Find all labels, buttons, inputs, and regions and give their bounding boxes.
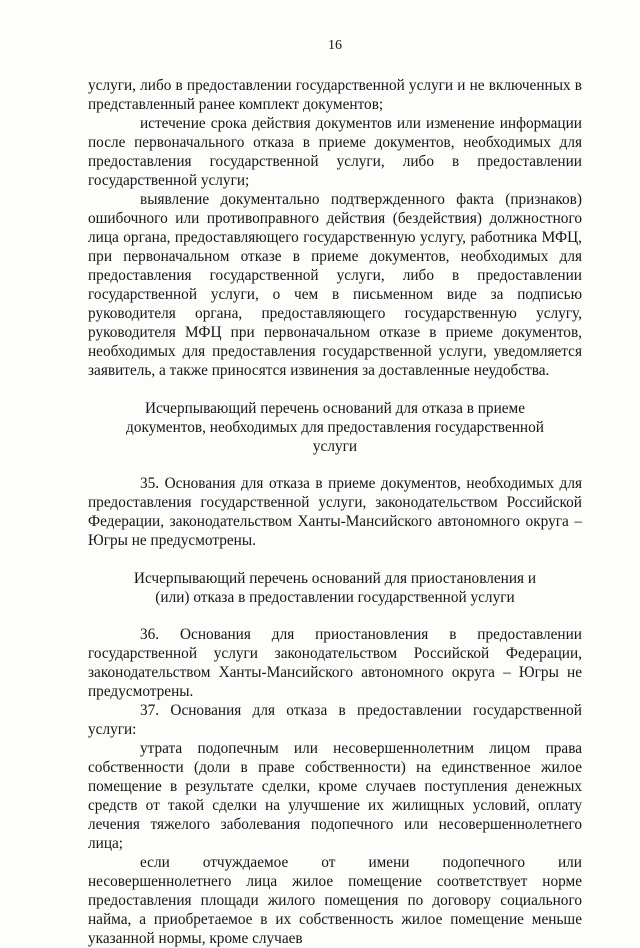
paragraph-36: 36. Основания для приостановления в предоставлении государственной услуги законодательством Российской Федерации, законодательством Ханты-Мансийского автономного округа – Югры не предусмотрены. [88, 626, 582, 700]
section-heading-suspension-refusal: Исчерпывающий перечень оснований для приостановления и (или) отказа в предоставлении государственной услуги [133, 570, 537, 606]
paragraph-error-detection: выявление документально подтвержденного факта (признаков) ошибочного или противоправного действия (бездействия) должностного лица органа, предоставляющего государственную услугу, работника МФЦ, при первоначальном отказе в приеме документов, необходимых для предоставления государственной услуги, либо в предоставлении государственной услуги, о чем в письменном виде за подписью руководителя органа, предоставляющего государственную услугу, руководителя МФЦ при первоначальном отказе в приеме документов, необходимых для предоставления государственной услуги, уведомляется заявитель, а также приносятся извинения за доставленные неудобства. [88, 191, 582, 379]
paragraph-loss-of-ownership: утрата подопечным или несовершеннолетним лицом права собственности (доли в праве собственности) на единственное жилое помещение в результате сделки, кроме случаев поступления денежных средств от такой сделки на улучшение их жилищных условий, оплату лечения тяжелого заболевания подопечного или несовершеннолетнего лица; [88, 740, 582, 852]
section-heading-refusal-acceptance: Исчерпывающий перечень оснований для отказа в приеме документов, необходимых для предоставления государственной услуги [126, 400, 544, 455]
paragraph-35: 35. Основания для отказа в приеме документов, необходимых для предоставления государственной услуги, законодательством Российской Федерации, законодательством Ханты-Мансийского автономного округа – Югры не предусмотрены. [88, 475, 582, 549]
paragraph-continuation: услуги, либо в предоставлении государственной услуги и не включенных в представленный ранее комплект документов; [88, 77, 582, 113]
paragraph-37: 37. Основания для отказа в предоставлении государственной услуги: [88, 702, 582, 738]
paragraph-document-expiry: истечение срока действия документов или изменение информации после первоначального отказа в приеме документов, необходимых для предоставления государственной услуги, либо в предоставлении государственной услуги; [88, 115, 582, 189]
paragraph-alienated-premises: если отчуждаемое от имени подопечного или несовершеннолетнего лица жилое помещение соответствует норме предоставления площади жилого помещения по договору социального найма, а приобретаемое в их собственность жилое помещение меньше указанной нормы, кроме случаев [88, 854, 582, 947]
page-number: 16 [328, 38, 342, 53]
